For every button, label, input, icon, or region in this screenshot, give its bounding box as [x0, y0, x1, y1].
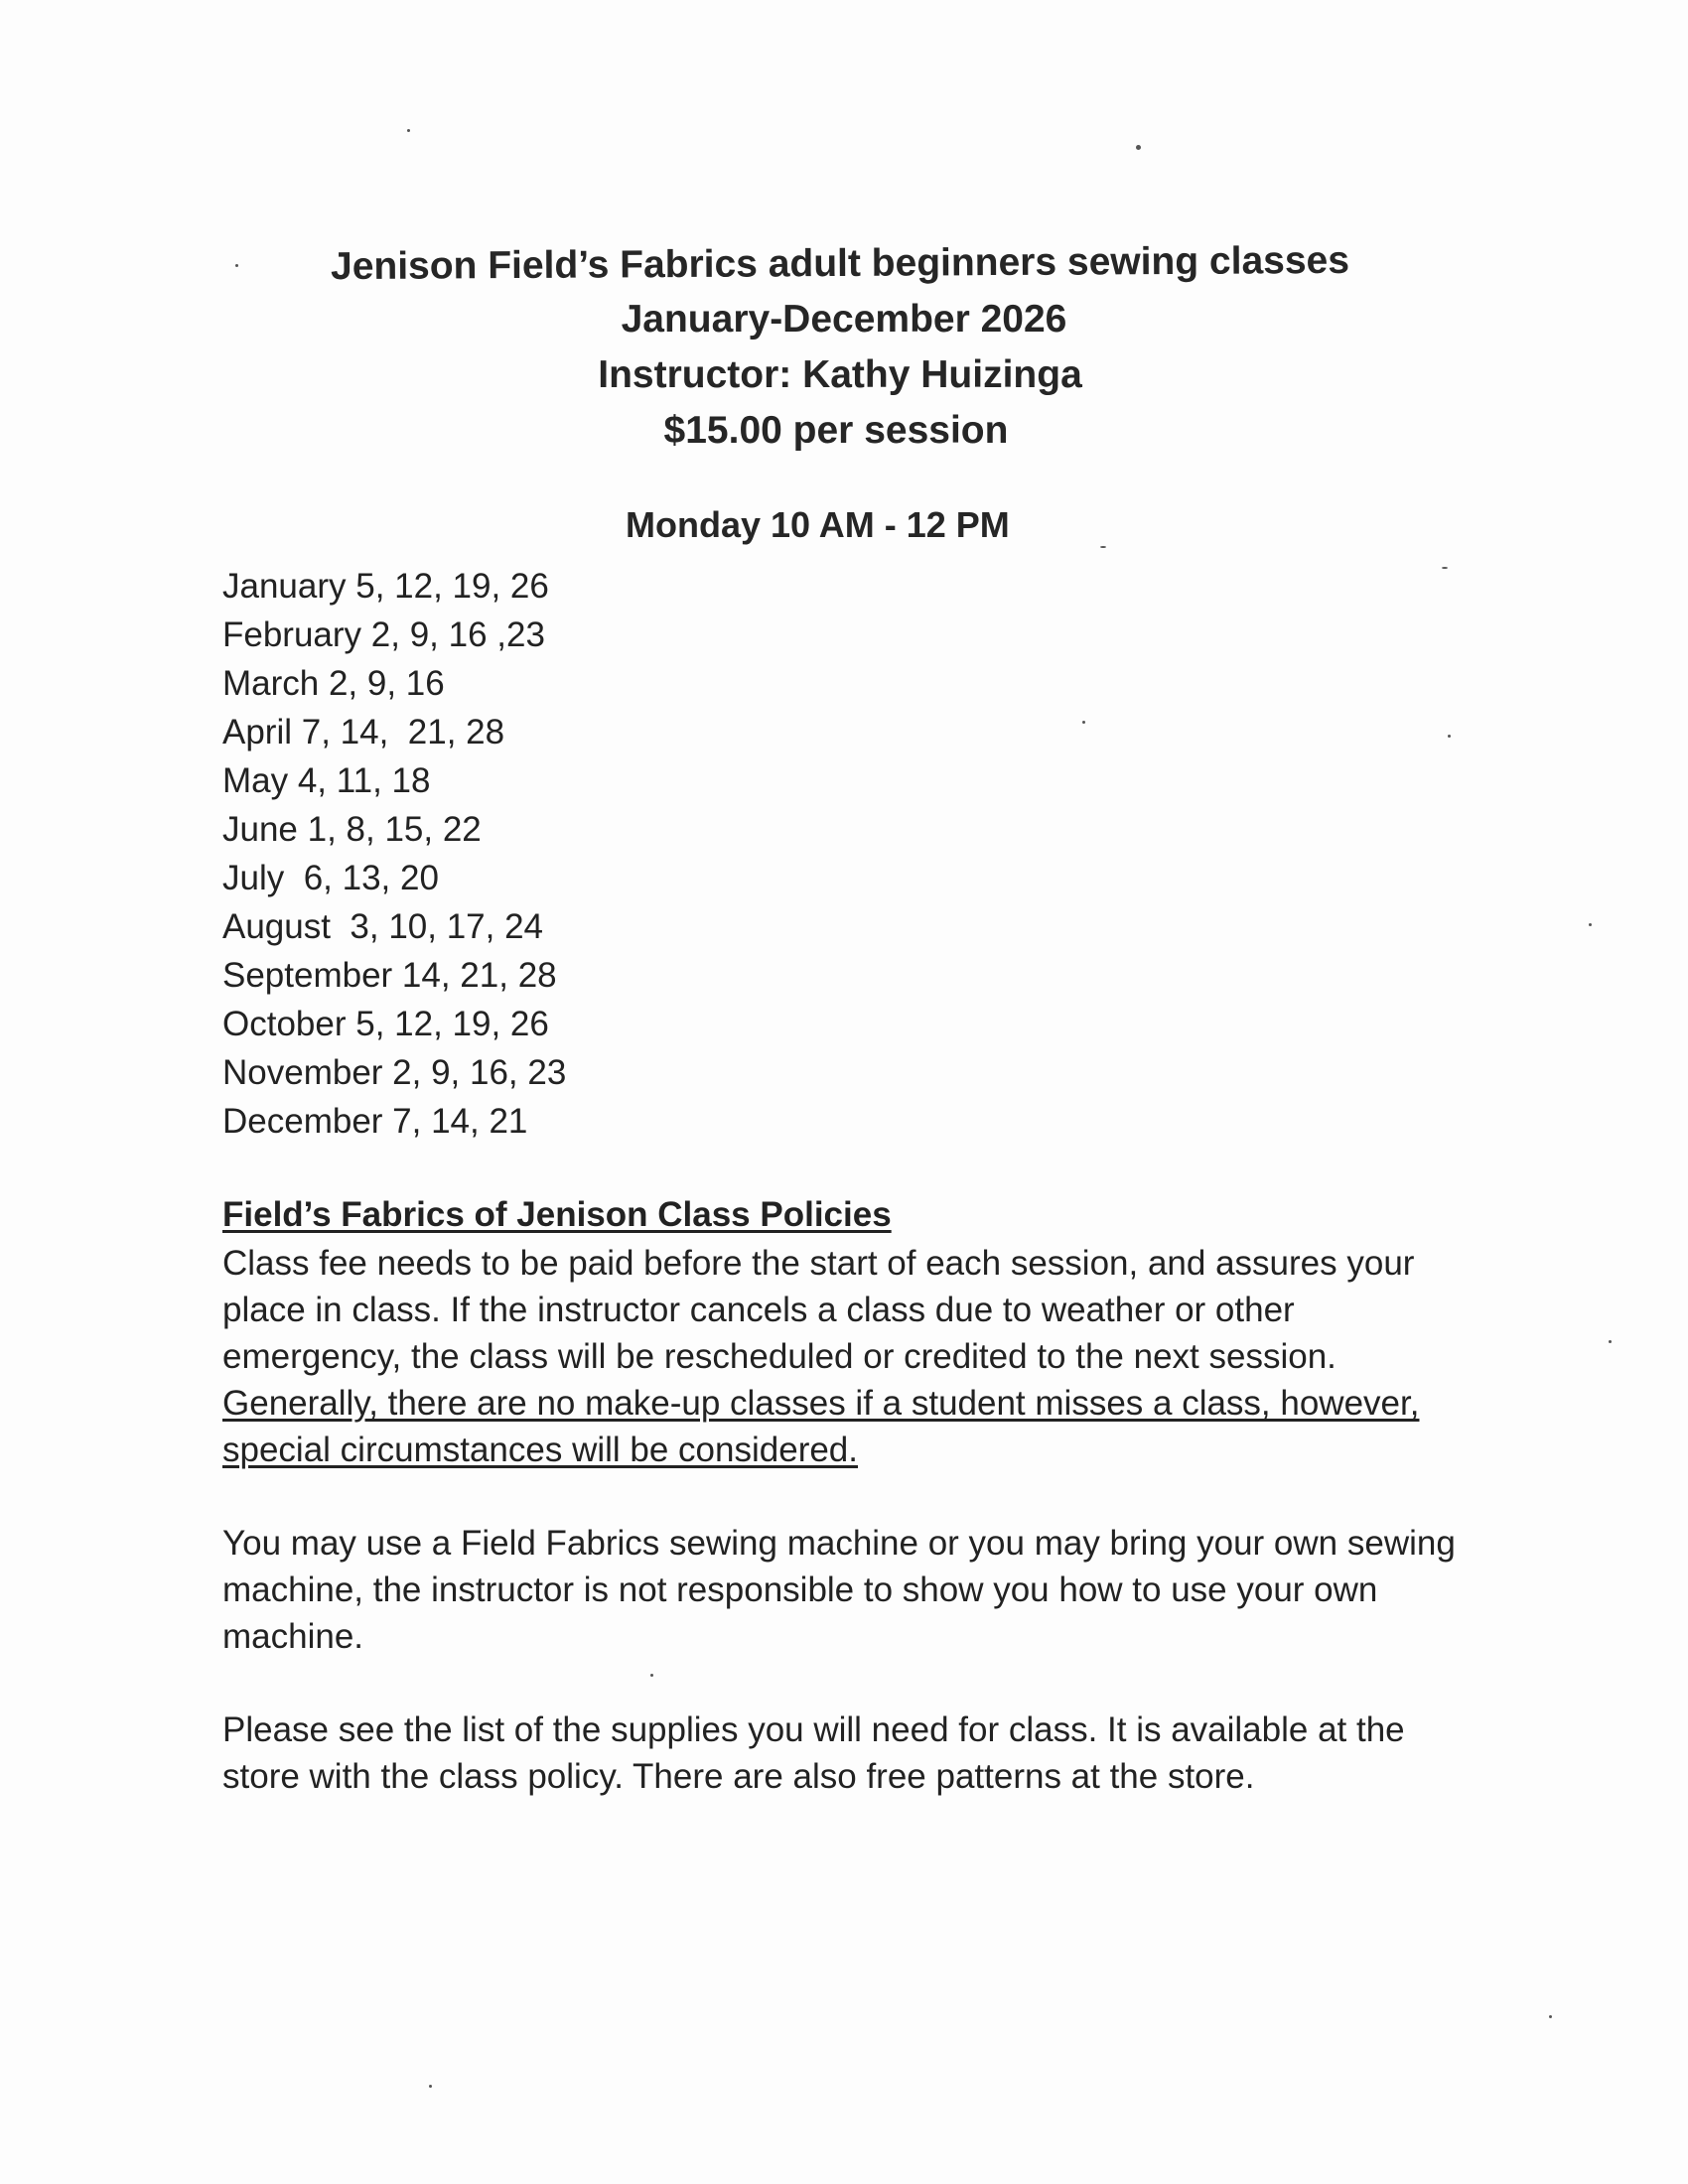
month-dates-april: April 7, 14, 21, 28 — [222, 713, 505, 751]
scan-speck — [1609, 1340, 1612, 1343]
paragraph-spacer — [222, 1473, 1474, 1520]
instructor-line: Instructor: Kathy Huizinga — [598, 353, 1082, 396]
policy-machine-paragraph: You may use a Field Fabrics sewing machine or you may bring your own sewing machine, the instructor is not responsible to show you how to use your own machine. — [222, 1524, 1456, 1656]
month-dates-july: July 6, 13, 20 — [222, 859, 439, 897]
scan-speck — [1549, 2015, 1552, 2018]
scan-speck — [1442, 567, 1448, 569]
date-range: January-December 2026 — [621, 298, 1067, 341]
month-dates-september: September 14, 21, 28 — [222, 956, 557, 995]
document-header — [0, 236, 1688, 459]
policy-supplies-paragraph: Please see the list of the supplies you will need for class. It is available at the store with the class policy. There are also free patterns at the store. — [222, 1710, 1405, 1796]
class-dates-list — [222, 562, 566, 1146]
paragraph-spacer — [222, 1660, 1474, 1706]
policy-fee-paragraph — [222, 1240, 1474, 1473]
scan-speck — [429, 2085, 432, 2088]
scan-speck — [1136, 145, 1141, 150]
class-policies-section — [222, 1191, 1474, 1800]
scan-speck — [235, 264, 238, 267]
scan-speck — [1100, 546, 1106, 548]
schedule-time-label: Monday 10 AM - 12 PM — [626, 504, 1010, 545]
month-dates-november: November 2, 9, 16, 23 — [222, 1053, 567, 1092]
policies-heading: Field’s Fabrics of Jenison Class Policies — [222, 1195, 892, 1234]
document-title: Jenison Field’s Fabrics adult beginners sewing classes — [330, 238, 1350, 289]
scan-speck — [1082, 721, 1085, 724]
month-dates-may: May 4, 11, 18 — [222, 761, 431, 800]
month-dates-august: August 3, 10, 17, 24 — [222, 907, 544, 946]
scan-speck — [407, 129, 410, 132]
scan-speck — [1589, 923, 1592, 926]
month-dates-june: June 1, 8, 15, 22 — [222, 810, 482, 849]
policy-makeup-text: Generally, there are no make-up classes if a student misses a class, however, special circumstances will be considered. — [222, 1384, 1420, 1469]
month-dates-february: February 2, 9, 16 ,23 — [222, 615, 545, 654]
policy-fee-text: Class fee needs to be paid before the start of each session, and assures your place in class. If the instructor cancels a class due to weather or other emergency, the class will be rescheduled or credited to the next session. — [222, 1244, 1415, 1376]
price-line: $15.00 per session — [663, 409, 1009, 452]
scan-speck — [650, 1674, 653, 1677]
scan-speck — [1448, 735, 1451, 738]
month-dates-march: March 2, 9, 16 — [222, 664, 445, 703]
month-dates-january: January 5, 12, 19, 26 — [222, 567, 549, 606]
month-dates-december: December 7, 14, 21 — [222, 1102, 528, 1141]
month-dates-october: October 5, 12, 19, 26 — [222, 1005, 549, 1043]
